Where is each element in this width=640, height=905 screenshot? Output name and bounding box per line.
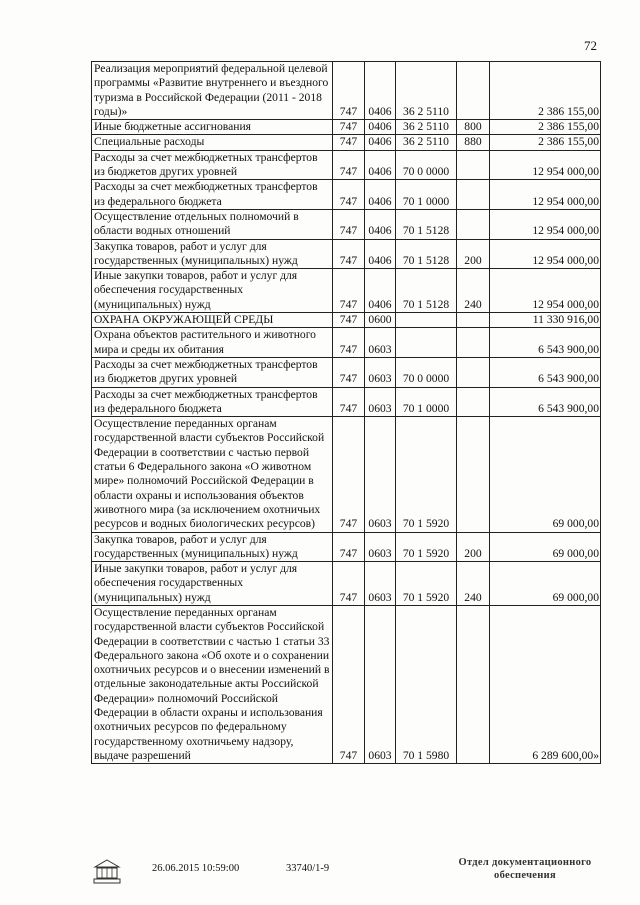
row-name-cell: Расходы за счет межбюджетных трансфертов из бюджетов других уровней (92, 150, 333, 180)
row-amount-cell: 12 954 000,00 (490, 239, 601, 269)
page-number: 72 (584, 38, 597, 53)
row-section-code-cell: 0603 (365, 605, 396, 763)
row-admin-code-cell: 747 (333, 328, 365, 358)
row-admin-code-cell: 747 (333, 269, 365, 313)
row-admin-code-cell: 747 (333, 387, 365, 417)
row-section-code-cell: 0600 (365, 313, 396, 328)
row-section-code-cell: 0406 (365, 135, 396, 150)
row-expense-type-cell: 200 (457, 239, 490, 269)
row-amount-cell: 6 543 900,00 (490, 328, 601, 358)
row-target-article-cell: 70 1 5980 (396, 605, 457, 763)
row-section-code-cell: 0406 (365, 120, 396, 135)
row-amount-cell: 69 000,00 (490, 532, 601, 562)
table-row (92, 269, 601, 313)
footer-department-line: обеспечения (494, 870, 556, 881)
row-name-cell: Закупка товаров, работ и услуг для государственных (муниципальных) нужд (92, 532, 333, 562)
table-row (92, 180, 601, 210)
footer-date: 26.06.2015 10:59:00 (152, 863, 240, 874)
row-expense-type-cell: 200 (457, 532, 490, 562)
table-row (92, 150, 601, 180)
row-expense-type-cell: 800 (457, 120, 490, 135)
row-target-article-cell: 70 0 0000 (396, 150, 457, 180)
table-row (92, 328, 601, 358)
table-row (92, 209, 601, 239)
row-amount-cell: 12 954 000,00 (490, 209, 601, 239)
row-admin-code-cell: 747 (333, 180, 365, 210)
row-name-cell: Осуществление переданных органам государственной власти субъектов Российской Федерации в соответствии с частью первой статьи 6 Федерального закона «О животном мире» полномочий Российской Федерации в области охраны и использования объектов животного мира (за исключением охотничьих ресурсов и водных биологических ресурсов) (92, 417, 333, 532)
table-row (92, 562, 601, 606)
row-section-code-cell: 0406 (365, 239, 396, 269)
row-target-article-cell: 36 2 5110 (396, 62, 457, 120)
row-target-article-cell: 70 1 5920 (396, 417, 457, 532)
row-target-article-cell: 70 1 5128 (396, 209, 457, 239)
row-admin-code-cell: 747 (333, 239, 365, 269)
row-name-cell: Иные закупки товаров, работ и услуг для обеспечения государственных (муниципальных) нужд (92, 269, 333, 313)
row-target-article-cell: 70 0 0000 (396, 357, 457, 387)
row-amount-cell: 6 289 600,00» (490, 605, 601, 763)
row-expense-type-cell (457, 313, 490, 328)
table-row (92, 239, 601, 269)
row-name-cell: Иные бюджетные ассигнования (92, 120, 333, 135)
row-expense-type-cell (457, 150, 490, 180)
row-expense-type-cell (457, 62, 490, 120)
table-row (92, 532, 601, 562)
row-name-cell: Иные закупки товаров, работ и услуг для обеспечения государственных (муниципальных) нужд (92, 562, 333, 606)
budget-table (91, 61, 601, 764)
row-expense-type-cell (457, 209, 490, 239)
row-section-code-cell: 0406 (365, 180, 396, 210)
row-expense-type-cell (457, 605, 490, 763)
table-row (92, 605, 601, 763)
row-amount-cell: 12 954 000,00 (490, 150, 601, 180)
row-expense-type-cell (457, 387, 490, 417)
row-expense-type-cell: 240 (457, 562, 490, 606)
row-name-cell: Закупка товаров, работ и услуг для государственных (муниципальных) нужд (92, 239, 333, 269)
row-expense-type-cell: 880 (457, 135, 490, 150)
row-section-code-cell: 0603 (365, 562, 396, 606)
row-target-article-cell: 70 1 0000 (396, 387, 457, 417)
row-section-code-cell: 0603 (365, 417, 396, 532)
row-expense-type-cell (457, 417, 490, 532)
row-name-cell: Специальные расходы (92, 135, 333, 150)
row-amount-cell: 2 386 155,00 (490, 135, 601, 150)
row-admin-code-cell: 747 (333, 150, 365, 180)
footer-department-stamp (440, 856, 610, 882)
row-admin-code-cell: 747 (333, 357, 365, 387)
row-expense-type-cell: 240 (457, 269, 490, 313)
table-row (92, 357, 601, 387)
row-target-article-cell: 70 1 5128 (396, 269, 457, 313)
row-section-code-cell: 0406 (365, 209, 396, 239)
row-target-article-cell: 70 1 5920 (396, 562, 457, 606)
footer-department-line: Отдел документационного (458, 857, 592, 868)
row-expense-type-cell (457, 180, 490, 210)
row-section-code-cell: 0603 (365, 387, 396, 417)
row-name-cell: Реализация мероприятий федеральной целевой программы «Развитие внутреннего и въездного туризма в Российской Федерации (2011 - 2018 годы)» (92, 62, 333, 120)
row-section-code-cell: 0603 (365, 328, 396, 358)
row-target-article-cell: 36 2 5110 (396, 135, 457, 150)
row-section-code-cell: 0603 (365, 357, 396, 387)
row-admin-code-cell: 747 (333, 605, 365, 763)
footer-document-code: 33740/1-9 (286, 863, 330, 874)
table-row (92, 313, 601, 328)
table-row (92, 417, 601, 532)
table-row (92, 62, 601, 120)
row-amount-cell: 12 954 000,00 (490, 180, 601, 210)
row-admin-code-cell: 747 (333, 313, 365, 328)
row-name-cell: ОХРАНА ОКРУЖАЮЩЕЙ СРЕДЫ (92, 313, 333, 328)
row-name-cell: Осуществление переданных органам государственной власти субъектов Российской Федерации в соответствии с частью 1 статьи 33 Федерального закона «Об охоте и о сохранении охотничьих ресурсов и о внесении изменений в отдельные законодательные акты Российской Федерации» полномочий Российской Федерации в области охраны и использования охотничьих ресурсов по федеральному государственному охотничьему надзору, выдаче разрешений (92, 605, 333, 763)
row-section-code-cell: 0406 (365, 150, 396, 180)
row-amount-cell: 6 543 900,00 (490, 387, 601, 417)
table-row (92, 387, 601, 417)
row-target-article-cell (396, 328, 457, 358)
row-admin-code-cell: 747 (333, 209, 365, 239)
row-admin-code-cell: 747 (333, 62, 365, 120)
row-amount-cell: 2 386 155,00 (490, 120, 601, 135)
table-row (92, 120, 601, 135)
document-stamp-logo (92, 858, 122, 886)
row-name-cell: Расходы за счет межбюджетных трансфертов из бюджетов других уровней (92, 357, 333, 387)
row-amount-cell: 11 330 916,00 (490, 313, 601, 328)
row-target-article-cell: 70 1 5920 (396, 532, 457, 562)
row-name-cell: Охрана объектов растительного и животного мира и среды их обитания (92, 328, 333, 358)
row-admin-code-cell: 747 (333, 135, 365, 150)
row-section-code-cell: 0406 (365, 62, 396, 120)
row-expense-type-cell (457, 328, 490, 358)
row-expense-type-cell (457, 357, 490, 387)
row-admin-code-cell: 747 (333, 417, 365, 532)
table-row (92, 135, 601, 150)
row-admin-code-cell: 747 (333, 532, 365, 562)
row-name-cell: Расходы за счет межбюджетных трансфертов из федерального бюджета (92, 180, 333, 210)
row-name-cell: Осуществление отдельных полномочий в области водных отношений (92, 209, 333, 239)
row-amount-cell: 12 954 000,00 (490, 269, 601, 313)
row-amount-cell: 69 000,00 (490, 562, 601, 606)
row-target-article-cell: 70 1 5128 (396, 239, 457, 269)
row-amount-cell: 2 386 155,00 (490, 62, 601, 120)
row-admin-code-cell: 747 (333, 562, 365, 606)
row-section-code-cell: 0603 (365, 532, 396, 562)
row-section-code-cell: 0406 (365, 269, 396, 313)
row-target-article-cell (396, 313, 457, 328)
row-amount-cell: 6 543 900,00 (490, 357, 601, 387)
row-amount-cell: 69 000,00 (490, 417, 601, 532)
row-target-article-cell: 70 1 0000 (396, 180, 457, 210)
row-target-article-cell: 36 2 5110 (396, 120, 457, 135)
row-admin-code-cell: 747 (333, 120, 365, 135)
row-name-cell: Расходы за счет межбюджетных трансфертов из федерального бюджета (92, 387, 333, 417)
